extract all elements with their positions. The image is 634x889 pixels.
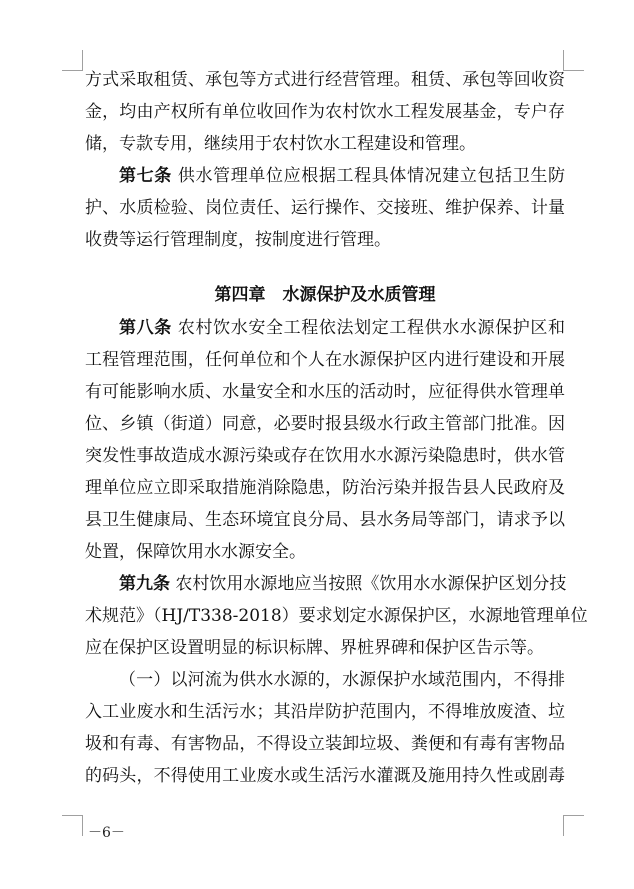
article-8-line [85, 312, 565, 344]
paragraph-line: 入工业废水和生活污水；其沿岸防护范围内，不得堆放废渣、垃 [85, 702, 565, 722]
chapter-heading: 第四章 水源保护及水质管理 [214, 285, 436, 305]
article-9-line [85, 568, 565, 600]
paragraph-line: 处置，保障饮用水水源安全。 [85, 542, 306, 562]
crop-mark-top-right [563, 50, 584, 71]
article-7-label: 第七条 [119, 166, 172, 186]
crop-mark-top-left [62, 50, 83, 71]
paragraph-line: 理单位应立即采取措施消除隐患，防治污染并报告县人民政府及 [85, 478, 565, 498]
paragraph-line: 的码头，不得使用工业废水或生活污水灌溉及施用持久性或剧毒 [85, 766, 565, 786]
paragraph-line: 金，均由产权所有单位收回作为农村饮水工程发展基金，专户存 [85, 102, 565, 122]
document-body [85, 64, 588, 792]
sub-item-1-line: （一）以河流为供水水源的，水源保护水域范围内，不得排 [119, 670, 565, 690]
paragraph-line: 收费等运行管理制度，按制度进行管理。 [85, 230, 391, 250]
paragraph-line: 突发性事故造成水源污染或存在饮用水水源污染隐患时，供水管 [85, 446, 565, 466]
paragraph-line: 术规范》（HJ/T338-2018）要求划定水源保护区，水源地管理单位 [85, 606, 588, 626]
paragraph-line: 方式采取租赁、承包等方式进行经营管理。租赁、承包等回收资 [85, 70, 565, 90]
crop-mark-bottom-left [62, 815, 83, 836]
paragraph-line: 有可能影响水质、水量安全和水压的活动时，应征得供水管理单 [85, 382, 565, 402]
page-number: －6－ [88, 825, 125, 841]
paragraph-line: 圾和有毒、有害物品，不得设立装卸垃圾、粪便和有毒有害物品 [85, 734, 565, 754]
article-7-line [85, 160, 565, 192]
paragraph-line: 应在保护区设置明显的标识标牌、界桩界碑和保护区告示等。 [85, 638, 544, 658]
article-9-text: 农村饮用水源地应当按照《饮用水水源保护区划分技 [170, 574, 567, 594]
paragraph-line: 县卫生健康局、生态环境宜良分局、县水务局等部门，请求予以 [85, 510, 565, 530]
paragraph-line: 储，专款专用，继续用于农村饮水工程建设和管理。 [85, 134, 476, 154]
article-8-text: 农村饮水安全工程依法划定工程供水水源保护区和 [171, 318, 566, 338]
article-9-label: 第九条 [119, 574, 170, 594]
spacer [85, 256, 565, 278]
article-8-label: 第八条 [119, 318, 172, 338]
paragraph-line: 工程管理范围，任何单位和个人在水源保护区内进行建设和开展 [85, 350, 565, 370]
paragraph-line: 护、水质检验、岗位责任、运行操作、交接班、维护保养、计量 [85, 198, 565, 218]
paragraph-line: 位、乡镇（街道）同意，必要时报县级水行政主管部门批准。因 [85, 414, 565, 434]
article-7-text: 供水管理单位应根据工程具体情况建立包括卫生防 [171, 166, 566, 186]
crop-mark-bottom-right [563, 815, 584, 836]
